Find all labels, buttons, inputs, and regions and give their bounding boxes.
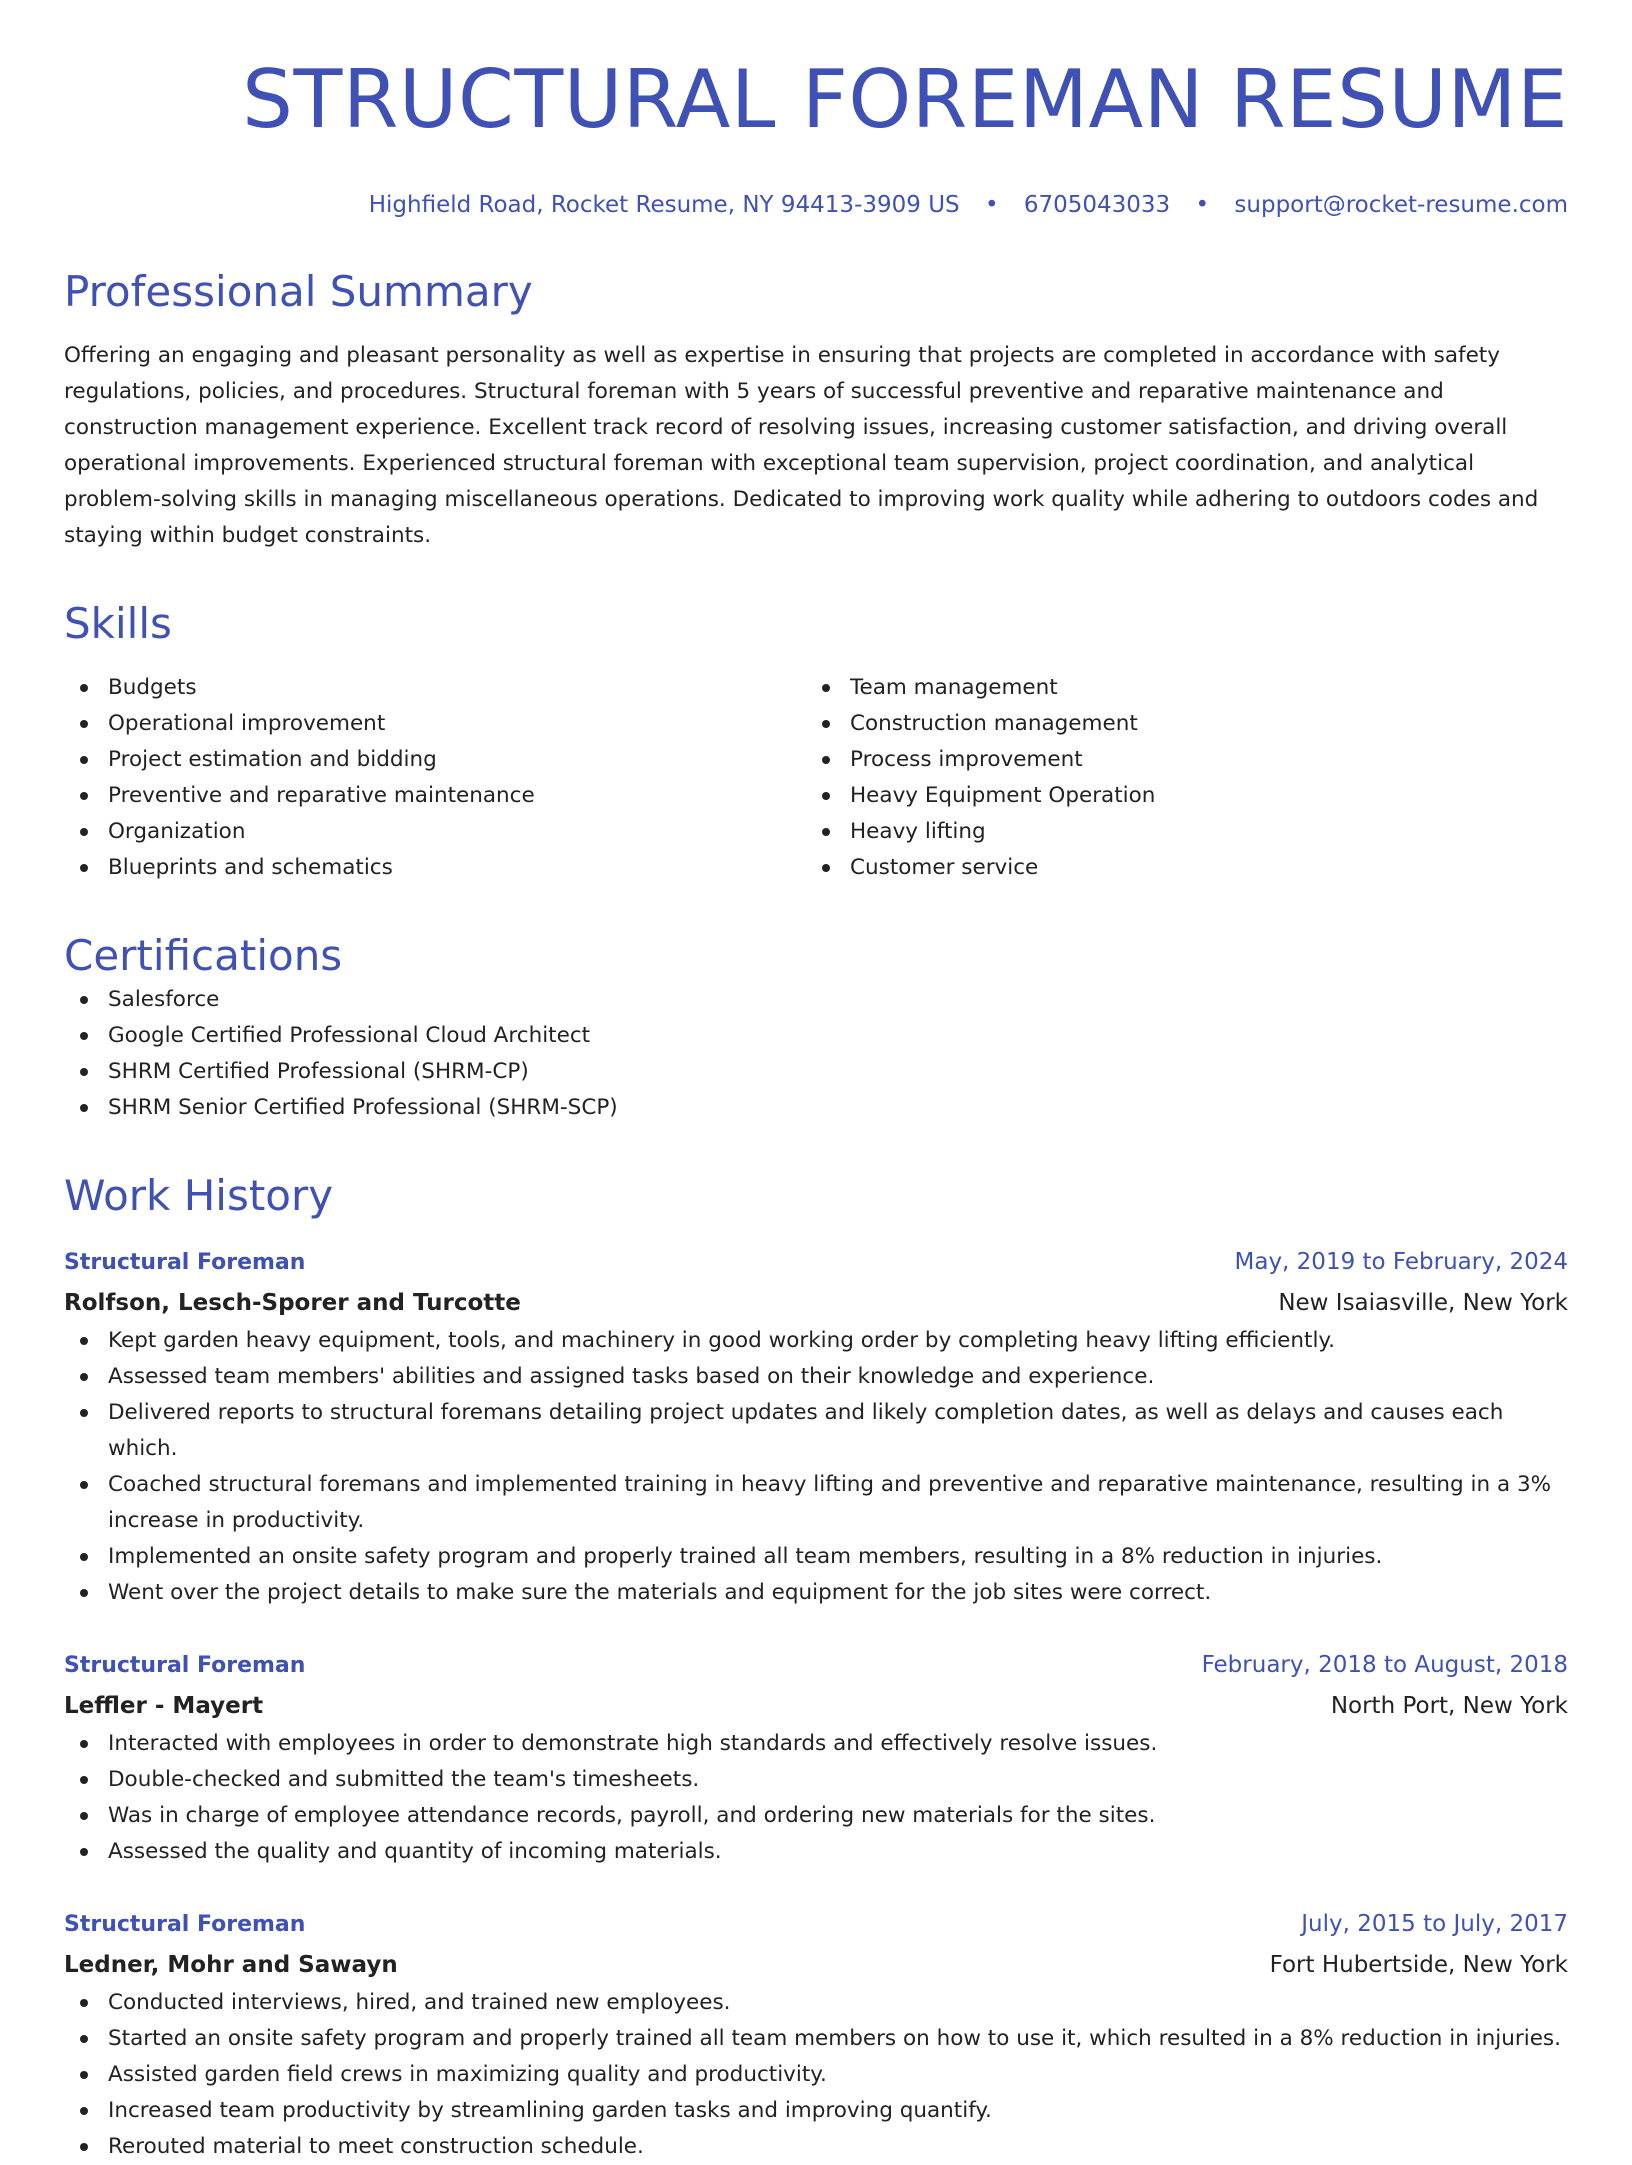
job-bullet-text: Assessed team members' abilities and assigned tasks based on their knowledge and experience. — [108, 1364, 1155, 1389]
certification-item — [64, 1018, 1568, 1054]
job-bullet — [64, 1834, 1568, 1870]
skill-label: Heavy lifting — [850, 819, 986, 844]
bullet-icon — [80, 864, 88, 872]
job-bullet-text: Increased team productivity by streamlining garden tasks and improving quantify. — [108, 2098, 992, 2123]
skill-item — [806, 778, 1548, 814]
certification-label: SHRM Senior Certified Professional (SHRM-SCP) — [108, 1095, 618, 1120]
job-bullet-text: Conducted interviews, hired, and trained new employees. — [108, 1990, 731, 2015]
skills-heading: Skills — [64, 599, 172, 648]
bullet-icon — [80, 1104, 88, 1112]
job-company: Ledner, Mohr and Sawayn — [64, 1952, 398, 1978]
certifications-list — [64, 982, 1568, 1126]
skill-label: Operational improvement — [108, 711, 386, 736]
skills-list-right — [806, 670, 1548, 886]
job-bullet-text: Went over the project details to make sure the materials and equipment for the job sites were correct. — [108, 1580, 1212, 1605]
bullet-icon — [822, 756, 830, 764]
bullet-icon — [80, 1337, 88, 1345]
job-title: Structural Foreman — [64, 1912, 306, 1937]
job-bullet — [64, 2093, 1568, 2129]
contact-address: Highfield Road, Rocket Resume, NY 94413-3909 US — [368, 192, 960, 218]
bullet-icon — [80, 2143, 88, 2151]
contact-separator: • — [984, 192, 999, 218]
certification-label: SHRM Certified Professional (SHRM-CP) — [108, 1059, 529, 1084]
summary-heading: Professional Summary — [64, 267, 533, 316]
certification-item — [64, 982, 1568, 1018]
skills-column-left — [64, 670, 806, 886]
job-bullet — [64, 1395, 1568, 1467]
contact-phone: 6705043033 — [1023, 192, 1171, 218]
skill-item — [806, 814, 1548, 850]
job-title: Structural Foreman — [64, 1250, 306, 1275]
job-bullet-text: Coached structural foremans and implemented training in heavy lifting and preventive and reparative maintenance, resulting in a 3% increase in productivity. — [108, 1472, 1552, 1533]
bullet-icon — [80, 756, 88, 764]
skill-label: Preventive and reparative maintenance — [108, 783, 535, 808]
job-company-row — [64, 1686, 1568, 1726]
skill-label: Heavy Equipment Operation — [850, 783, 1156, 808]
skills-grid — [64, 670, 1568, 886]
certification-label: Google Certified Professional Cloud Architect — [108, 1023, 591, 1048]
bullet-icon — [822, 720, 830, 728]
job-dates: February, 2018 to August, 2018 — [1201, 1652, 1568, 1678]
job-bullet-text: Kept garden heavy equipment, tools, and machinery in good working order by completing heavy lifting efficiently. — [108, 1328, 1335, 1353]
skill-label: Organization — [108, 819, 246, 844]
skill-item — [806, 742, 1548, 778]
bullet-icon — [80, 684, 88, 692]
skill-label: Construction management — [850, 711, 1138, 736]
job-bullet-text: Was in charge of employee attendance records, payroll, and ordering new materials for the sites. — [108, 1803, 1156, 1828]
skill-label: Project estimation and bidding — [108, 747, 437, 772]
job-bullet-text: Started an onsite safety program and properly trained all team members on how to use it, which resulted in a 8% reduction in injuries. — [108, 2026, 1561, 2051]
job-location: New Isaiasville, New York — [1278, 1290, 1568, 1316]
job-dates: May, 2019 to February, 2024 — [1234, 1249, 1568, 1275]
bullet-icon — [822, 792, 830, 800]
job-company: Rolfson, Lesch-Sporer and Turcotte — [64, 1290, 521, 1316]
bullet-icon — [822, 828, 830, 836]
bullet-icon — [822, 864, 830, 872]
job-bullet — [64, 1762, 1568, 1798]
bullet-icon — [822, 684, 830, 692]
skill-label: Process improvement — [850, 747, 1083, 772]
job-title-row — [64, 1904, 1568, 1945]
bullet-icon — [80, 1373, 88, 1381]
skill-label: Customer service — [850, 855, 1039, 880]
job-location: Fort Hubertside, New York — [1269, 1952, 1568, 1978]
skill-item — [64, 778, 806, 814]
job-bullet — [64, 1539, 1568, 1575]
bullet-icon — [80, 1032, 88, 1040]
bullet-icon — [80, 2071, 88, 2079]
job-title-row — [64, 1242, 1568, 1283]
job-entry — [64, 1242, 1568, 1611]
job-bullet-text: Implemented an onsite safety program and properly trained all team members, resulting in a 8% reduction in injuries. — [108, 1544, 1383, 1569]
bullet-icon — [80, 720, 88, 728]
job-bullet-text: Interacted with employees in order to demonstrate high standards and effectively resolve issues. — [108, 1731, 1158, 1756]
bullet-icon — [80, 2035, 88, 2043]
skill-item — [64, 706, 806, 742]
bullet-icon — [80, 1776, 88, 1784]
skill-item — [806, 850, 1548, 886]
job-title: Structural Foreman — [64, 1653, 306, 1678]
job-bullet — [64, 1798, 1568, 1834]
job-bullet — [64, 2021, 1568, 2057]
resume-title: STRUCTURAL FOREMAN RESUME — [242, 53, 1568, 146]
skill-item — [806, 670, 1548, 706]
job-dates: July, 2015 to July, 2017 — [1301, 1911, 1568, 1937]
job-bullet-text: Rerouted material to meet construction schedule. — [108, 2134, 644, 2159]
skill-item — [64, 670, 806, 706]
job-bullets — [64, 1985, 1568, 2165]
job-bullet — [64, 1359, 1568, 1395]
bullet-icon — [80, 1589, 88, 1597]
bullet-icon — [80, 1812, 88, 1820]
skill-label: Team management — [850, 675, 1058, 700]
certifications-heading: Certifications — [64, 931, 343, 980]
skills-column-right — [806, 670, 1548, 886]
job-bullets — [64, 1726, 1568, 1870]
job-bullet — [64, 1323, 1568, 1359]
bullet-icon — [80, 1553, 88, 1561]
skill-label: Budgets — [108, 675, 197, 700]
bullet-icon — [80, 1068, 88, 1076]
bullet-icon — [80, 828, 88, 836]
job-bullet-text: Double-checked and submitted the team's timesheets. — [108, 1767, 700, 1792]
bullet-icon — [80, 1999, 88, 2007]
job-bullets — [64, 1323, 1568, 1611]
skill-item — [64, 850, 806, 886]
skills-list-left — [64, 670, 806, 886]
bullet-icon — [80, 1409, 88, 1417]
work-history-heading: Work History — [64, 1171, 334, 1220]
job-bullet — [64, 2057, 1568, 2093]
contact-email: support@rocket-resume.com — [1234, 192, 1568, 218]
job-company-row — [64, 1283, 1568, 1323]
contact-separator: • — [1195, 192, 1210, 218]
job-company-row — [64, 1945, 1568, 1985]
job-bullet — [64, 1467, 1568, 1539]
bullet-icon — [80, 996, 88, 1004]
bullet-icon — [80, 2107, 88, 2115]
job-entry — [64, 1904, 1568, 2165]
bullet-icon — [80, 792, 88, 800]
summary-text: Offering an engaging and pleasant personality as well as expertise in ensuring that projects are completed in accordance with safety regulations, policies, and procedures. Structural foreman with 5 years of successful preventive and reparative maintenance and construction management experience. Excellent track record of resolving issues, increasing customer satisfaction, and driving overall operational improvements. Experienced structural foreman with exceptional team supervision, project coordination, and analytical problem-solving skills in managing miscellaneous operations. Dedicated to improving work quality while adhering to outdoors codes and staying within budget constraints. — [64, 343, 1539, 548]
job-bullet-text: Assisted garden field crews in maximizing quality and productivity. — [108, 2062, 827, 2087]
job-location: North Port, New York — [1330, 1693, 1568, 1719]
skill-item — [806, 706, 1548, 742]
job-bullet — [64, 1985, 1568, 2021]
job-title-row — [64, 1645, 1568, 1686]
job-bullet-text: Assessed the quality and quantity of incoming materials. — [108, 1839, 722, 1864]
job-bullet-text: Delivered reports to structural foremans detailing project updates and likely completion dates, as well as delays and causes each which. — [108, 1400, 1504, 1461]
contact-line — [64, 190, 1568, 220]
certification-item — [64, 1090, 1568, 1126]
skill-label: Blueprints and schematics — [108, 855, 393, 880]
job-bullet — [64, 2129, 1568, 2165]
bullet-icon — [80, 1740, 88, 1748]
certification-label: Salesforce — [108, 987, 220, 1012]
bullet-icon — [80, 1848, 88, 1856]
job-bullet — [64, 1575, 1568, 1611]
bullet-icon — [80, 1481, 88, 1489]
job-company: Leffler - Mayert — [64, 1693, 264, 1719]
certification-item — [64, 1054, 1568, 1090]
skill-item — [64, 814, 806, 850]
job-bullet — [64, 1726, 1568, 1762]
skill-item — [64, 742, 806, 778]
job-entry — [64, 1645, 1568, 1870]
